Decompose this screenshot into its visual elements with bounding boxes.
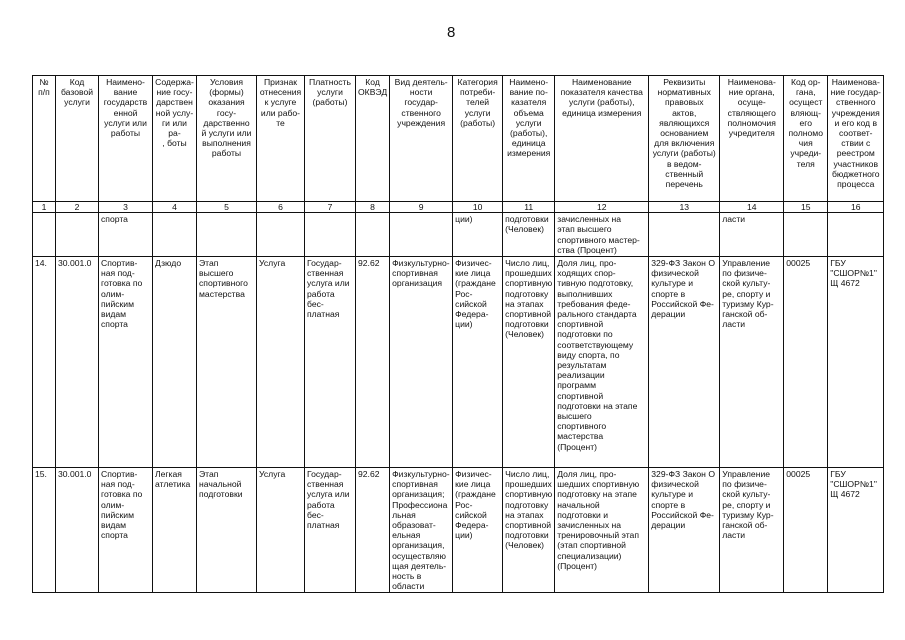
cell-payment: Государ- ственная услуга или работа бес- платная [305, 468, 356, 593]
column-header: Признак отнесения к услуге или рабо- те [257, 76, 305, 202]
cell-conditions [197, 213, 257, 257]
cell-activity [390, 213, 453, 257]
column-number: 16 [828, 202, 884, 213]
cell-service-name: спорта [99, 213, 153, 257]
cell-activity: Физкультурно- спортивная организация [390, 257, 453, 468]
page-number: 8 [447, 24, 456, 41]
cell-authority: Управление по физиче- ской культу- ре, спорту и туризму Кур- ганской об- ласти [720, 257, 784, 468]
cell-activity: Физкультурно- спортивная организация; Профессиона льная образоват- ельная организация, осуществляю щая деятель- ность в области [390, 468, 453, 593]
cell-service-name: Спортив- ная под- готовка по олим- пийским видам спорта [99, 257, 153, 468]
column-number-row [33, 202, 884, 213]
cell-institution [828, 213, 884, 257]
cell-institution: ГБУ "СШОР№1" Щ 4672 [828, 468, 884, 593]
column-number: 7 [305, 202, 356, 213]
cell-number: 15. [33, 468, 56, 593]
column-number: 15 [784, 202, 828, 213]
cell-consumers: Физичес- кие лица (граждане Рос- сийской Федера- ции) [453, 468, 503, 593]
cell-content: Легкая атлетика [153, 468, 197, 593]
column-number: 3 [99, 202, 153, 213]
cell-okved [356, 213, 390, 257]
table-row [33, 257, 884, 468]
column-number: 4 [153, 202, 197, 213]
cell-conditions: Этап начальной подготовки [197, 468, 257, 593]
column-number: 13 [649, 202, 720, 213]
cell-legal-acts: 329-ФЗ Закон О физической культуре и спорте в Российской Фе- дерации [649, 257, 720, 468]
cell-payment [305, 213, 356, 257]
column-number: 10 [453, 202, 503, 213]
cell-legal-acts [649, 213, 720, 257]
table-row [33, 213, 884, 257]
column-number: 6 [257, 202, 305, 213]
cell-type [257, 213, 305, 257]
column-number: 12 [555, 202, 649, 213]
cell-authority: ласти [720, 213, 784, 257]
column-number: 2 [56, 202, 99, 213]
column-header: Содержа- ние госу- дарствен ной услу- ги или ра- , боты [153, 76, 197, 202]
cell-content: Дзюдо [153, 257, 197, 468]
cell-service-code [56, 213, 99, 257]
cell-consumers: ции) [453, 213, 503, 257]
column-number: 14 [720, 202, 784, 213]
column-header: Код ор- гана, осущест вляющ- его полномо чия учреди- теля [784, 76, 828, 202]
column-header: Наимено- вание государств енной услуги или работы [99, 76, 153, 202]
services-table [32, 75, 884, 593]
cell-okved: 92.62 [356, 257, 390, 468]
table-row [33, 468, 884, 593]
column-header: № п/п [33, 76, 56, 202]
column-number: 8 [356, 202, 390, 213]
cell-conditions: Этап высшего спортивного мастерства [197, 257, 257, 468]
cell-volume-indicator: Число лиц, прошедших спортивную подготовку на этапах спортивной подготовки (Человек) [503, 468, 555, 593]
column-number: 5 [197, 202, 257, 213]
column-header: Вид деятель- ности государ- ственного учреждения [390, 76, 453, 202]
column-header: Условия (формы) оказания госу- дарственно й услуги или выполнения работы [197, 76, 257, 202]
cell-service-code: 30.001.0 [56, 468, 99, 593]
cell-quality-indicator: Доля лиц, про- ходящих спор- тивную подготовку, выполнивших требования феде- рального стандарта спортивной подготовки по соответствующему виду спорта, по результатам реализации программ спортивной подготовки на этапе высшего спортивного мастерства (Процент) [555, 257, 649, 468]
column-number: 11 [503, 202, 555, 213]
cell-consumers: Физичес- кие лица (граждане Рос- сийской Федера- ции) [453, 257, 503, 468]
cell-authority-code: 00025 [784, 257, 828, 468]
column-header: Код базовой услуги [56, 76, 99, 202]
cell-volume-indicator: подготовки (Человек) [503, 213, 555, 257]
column-header: Наименова- ние государ- ственного учреждения и его код в соответ- ствии с реестром участников бюджетного процесса [828, 76, 884, 202]
cell-authority-code [784, 213, 828, 257]
cell-type: Услуга [257, 468, 305, 593]
column-header: Категория потреби- телей услуги (работы) [453, 76, 503, 202]
column-header: Наименование показателя качества услуги (работы), единица измерения [555, 76, 649, 202]
column-number: 9 [390, 202, 453, 213]
column-number: 1 [33, 202, 56, 213]
table-header-row [33, 76, 884, 202]
column-header: Код ОКВЭД [356, 76, 390, 202]
column-header: Реквизиты нормативных правовых актов, являющихся основанием для включения услуги (работы) в ведом- ственный перечень [649, 76, 720, 202]
cell-payment: Государ- ственная услуга или работа бес- платная [305, 257, 356, 468]
cell-content [153, 213, 197, 257]
cell-type: Услуга [257, 257, 305, 468]
cell-service-code: 30.001.0 [56, 257, 99, 468]
cell-volume-indicator: Число лиц, прошедших спортивную подготовку на этапах спортивной подготовки (Человек) [503, 257, 555, 468]
cell-authority: Управление по физиче- ской культу- ре, спорту и туризму Кур- ганской об- ласти [720, 468, 784, 593]
cell-number [33, 213, 56, 257]
cell-service-name: Спортив- ная под- готовка по олим- пийским видам спорта [99, 468, 153, 593]
cell-legal-acts: 329-ФЗ Закон О физической культуре и спорте в Российской Фе- дерации [649, 468, 720, 593]
column-header: Наимено- вание по- казателя объема услуги (работы), единица измерения [503, 76, 555, 202]
cell-authority-code: 00025 [784, 468, 828, 593]
column-header: Платность услуги (работы) [305, 76, 356, 202]
cell-okved: 92.62 [356, 468, 390, 593]
cell-number: 14. [33, 257, 56, 468]
cell-quality-indicator: зачисленных на этап высшего спортивного мастер- ства (Процент) [555, 213, 649, 257]
column-header: Наименова- ние органа, осуще- ствляющего полномочия учредителя [720, 76, 784, 202]
cell-quality-indicator: Доля лиц, про- шедших спортивную подготовку на этапе начальной подготовки и зачисленных на тренировочный этап (этап спортивной специализации) (Процент) [555, 468, 649, 593]
cell-institution: ГБУ "СШОР№1" Щ 4672 [828, 257, 884, 468]
